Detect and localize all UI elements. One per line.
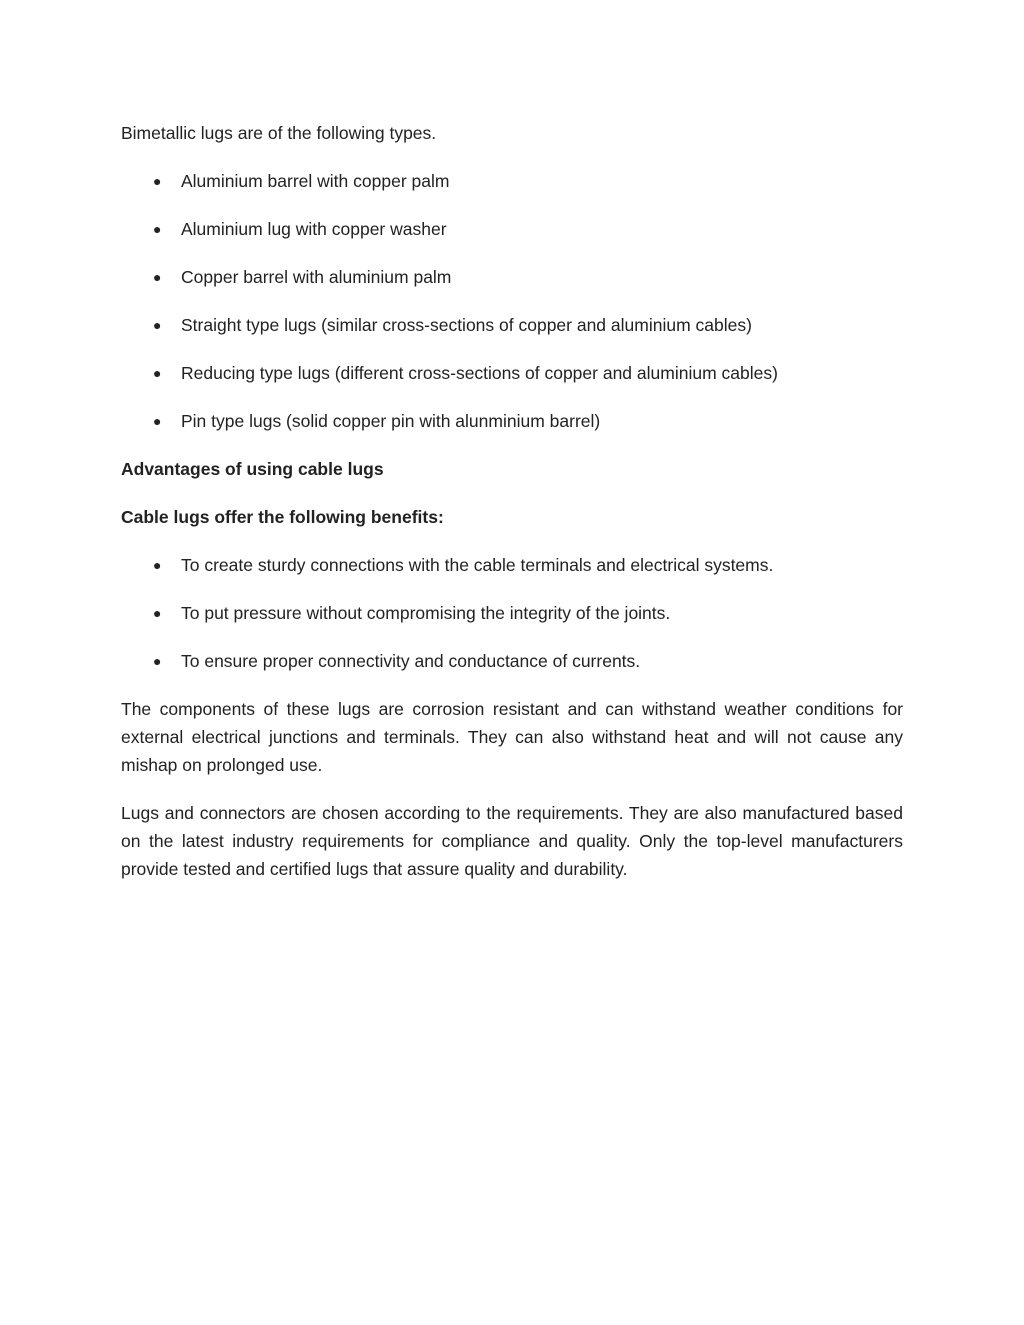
list-item-text: To put pressure without compromising the integrity of the joints. — [181, 603, 671, 623]
list-item-text: Reducing type lugs (different cross-sections of copper and aluminium cables) — [181, 363, 778, 383]
bullet-icon: ● — [153, 413, 162, 429]
benefits-list — [121, 551, 903, 675]
bullet-icon: ● — [153, 557, 162, 573]
list-item-text: To create sturdy connections with the cable terminals and electrical systems. — [181, 555, 774, 575]
list-item — [121, 263, 903, 291]
intro-text: Bimetallic lugs are of the following types. — [121, 123, 437, 143]
list-item — [121, 167, 903, 195]
bullet-icon: ● — [153, 221, 162, 237]
list-item-text: Copper barrel with aluminium palm — [181, 267, 452, 287]
benefits-heading: Cable lugs offer the following benefits: — [121, 507, 444, 527]
bullet-icon: ● — [153, 173, 162, 189]
bullet-icon: ● — [153, 605, 162, 621]
lug-types-list — [121, 167, 903, 435]
document-body — [121, 119, 903, 903]
list-item-text: Aluminium lug with copper washer — [181, 219, 447, 239]
body-paragraph: Lugs and connectors are chosen according to the requirements. They are also manufactured based on the latest industry requirements for compliance and quality. Only the top-level manufacturers provide tested and certified lugs that assure quality and durability. — [121, 803, 903, 879]
list-item — [121, 647, 903, 675]
bullet-icon: ● — [153, 365, 162, 381]
list-item-text: Aluminium barrel with copper palm — [181, 171, 450, 191]
list-item-text: To ensure proper connectivity and conductance of currents. — [181, 651, 641, 671]
list-item — [121, 359, 903, 387]
bullet-icon: ● — [153, 269, 162, 285]
list-item — [121, 407, 903, 435]
list-item — [121, 311, 903, 339]
body-paragraph: The components of these lugs are corrosion resistant and can withstand weather conditions for external electrical junctions and terminals. They can also withstand heat and will not cause any mishap on prolonged use. — [121, 699, 903, 775]
advantages-heading: Advantages of using cable lugs — [121, 459, 384, 479]
list-item — [121, 551, 903, 579]
bullet-icon: ● — [153, 653, 162, 669]
list-item-text: Straight type lugs (similar cross-sections of copper and aluminium cables) — [181, 315, 752, 335]
bullet-icon: ● — [153, 317, 162, 333]
list-item — [121, 599, 903, 627]
list-item-text: Pin type lugs (solid copper pin with alunminium barrel) — [181, 411, 601, 431]
list-item — [121, 215, 903, 243]
